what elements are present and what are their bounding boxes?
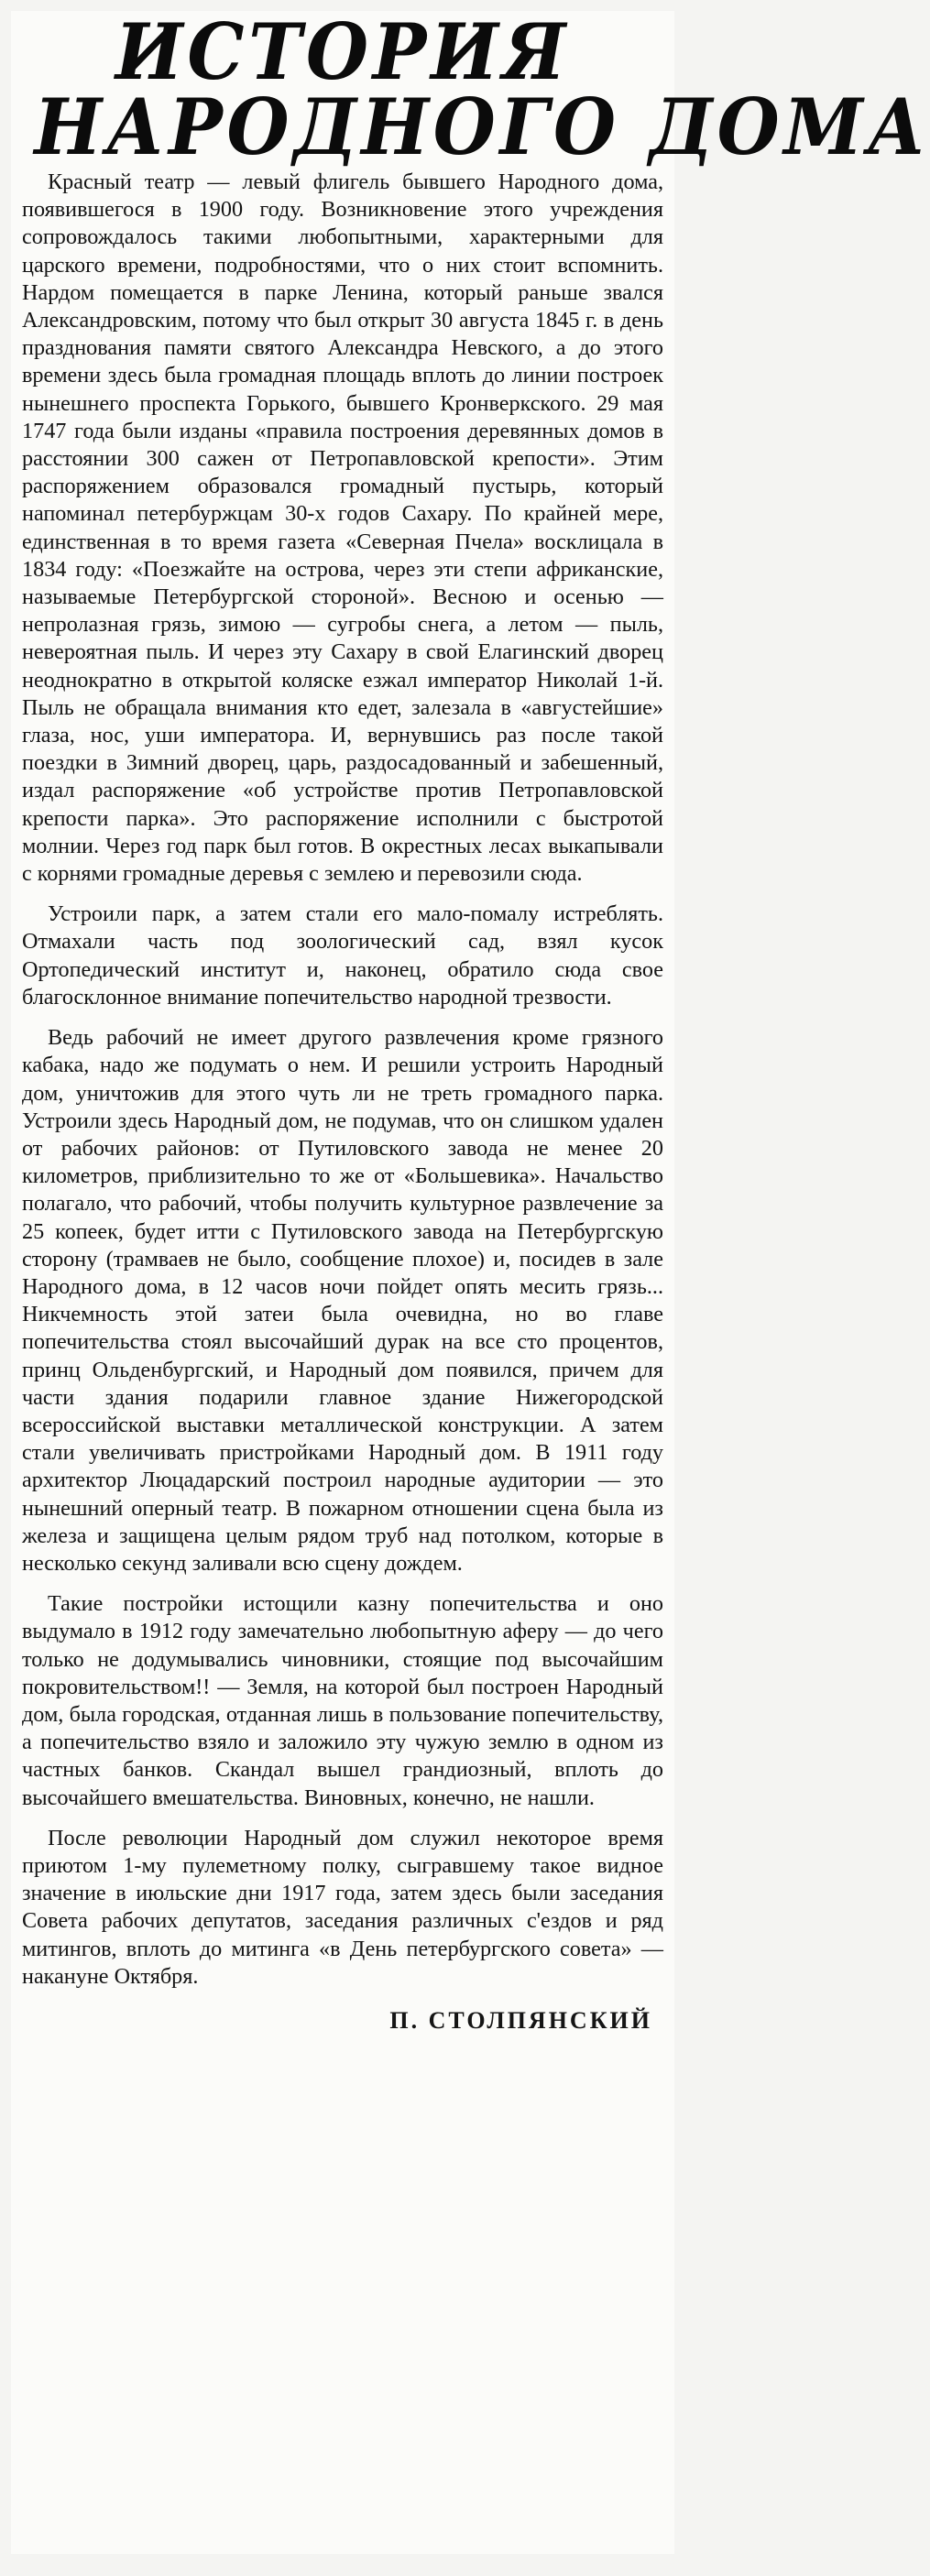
newspaper-clipping: [11, 6, 930, 2554]
headline: [34, 6, 930, 172]
paragraph-2: Устроили парк, а затем стали его мало-помалу истреблять. Отмахали часть под зоологический сад, взял кусок Ортопедический институт и, наконец, обратило сюда свое благосклонное внимание попечительство народной трезвости.: [22, 901, 663, 1010]
article-body: [11, 165, 674, 1991]
headline-line-2: НАРОДНОГО ДОМА: [34, 82, 930, 172]
paragraph-1: Красный театр — левый флигель бывшего Народного дома, появившегося в 1900 году. Возникновение этого учреждения сопровождалось такими любопытными, характерными для царского времени, подробностями, что о них стоит вспомнить. Нардом помещается в парке Ленина, который раньше звался Александровским, потому что был открыт 30 августа 1845 г. в день празднования памяти святого Александра Невского, а до этого времени здесь была громадная площадь вплоть до линии построек нынешнего проспекта Горького, бывшего Кронверкского. 29 мая 1747 года были изданы «правила построения деревянных домов в расстоянии 300 сажен от Петропавловской крепости». Этим распоряжением образовался громадный пустырь, который напоминал петербуржцам 30-х годов Сахару. По крайней мере, единственная в то время газета «Северная Пчела» восклицала в 1834 году: «Поезжайте на острова, через эти степи африканские, называемые Петербургской стороной». Весною и осенью — непролазная грязь, зимою — сугробы снега, а летом — пыль, невероятная пыль. И через эту Сахару в свой Елагинский дворец неоднократно в открытой коляске езжал император Николай 1-й. Пыль не обращала внимания кто едет, залезала в «августейшие» глаза, нос, уши императора. И, вернувшись раз после такой поездки в Зимний дворец, царь, раздосадованный и забешенный, издал распоряжение «об устройстве против Петропавловской крепости парка». Это распоряжение исполнили с быстротой молнии. Через год парк был готов. В окрестных лесах выкапывали с корнями громадные деревья с землею и перевозили сюда.: [22, 169, 663, 887]
paragraph-5: После революции Народный дом служил некоторое время приютом 1-му пулеметному полку, сыгравшему такое видное значение в июльские дни 1917 года, затем здесь были заседания Совета рабочих депутатов, заседания различных с'ездов и ряд митингов, вплоть до митинга «в День петербургского совета» — накануне Октября.: [22, 1825, 663, 1989]
author-signature: П. СТОЛПЯНСКИЙ: [389, 2007, 652, 2034]
paragraph-3: Ведь рабочий не имеет другого развлечения кроме грязного кабака, надо же подумать о нем. И решили устроить Народный дом, уничтожив для этого чуть ли не треть громадного парка. Устроили здесь Народный дом, не подумав, что он слишком удален от рабочих районов: от Путиловского завода не менее 20 километров, приблизительно то же от «Большевика». Начальство полагало, что рабочий, чтобы получить культурное развлечение за 25 копеек, будет итти с Путиловского завода на Петербургскую сторону (трамваев не было, сообщение плохое) и, посидев в зале Народного дома, в 12 часов ночи пойдет опять месить грязь... Никчемность этой затеи была очевидна, но во главе попечительства стоял высочайший дурак на все сто процентов, принц Ольденбургский, и Народный дом появился, причем для части здания подарили главное здание Нижегородской всероссийской выставки металлической конструкции. А затем стали увеличивать пристройками Народный дом. В 1911 году архитектор Люцадарский построил народные аудитории — это нынешний оперный театр. В пожарном отношении сцена была из железа и защищена целым рядом труб над потолком, которые в несколько секунд заливали всю сцену дождем.: [22, 1025, 663, 1576]
paragraph-4: Такие постройки истощили казну попечительства и оно выдумало в 1912 году замечательно любопытную аферу — до чего только не додумывались чиновники, стоящие под высочайшим покровительством!! — Земля, на которой был построен Народный дом, была городская, отданная лишь в пользование попечительству, а попечительство взяло и заложило эту чужую землю в одном из частных банков. Скандал вышел грандиозный, вплоть до высочайшего вмешательства. Виновных, конечно, не нашли.: [22, 1591, 663, 1810]
headline-line-1: ИСТОРИЯ: [115, 6, 571, 97]
